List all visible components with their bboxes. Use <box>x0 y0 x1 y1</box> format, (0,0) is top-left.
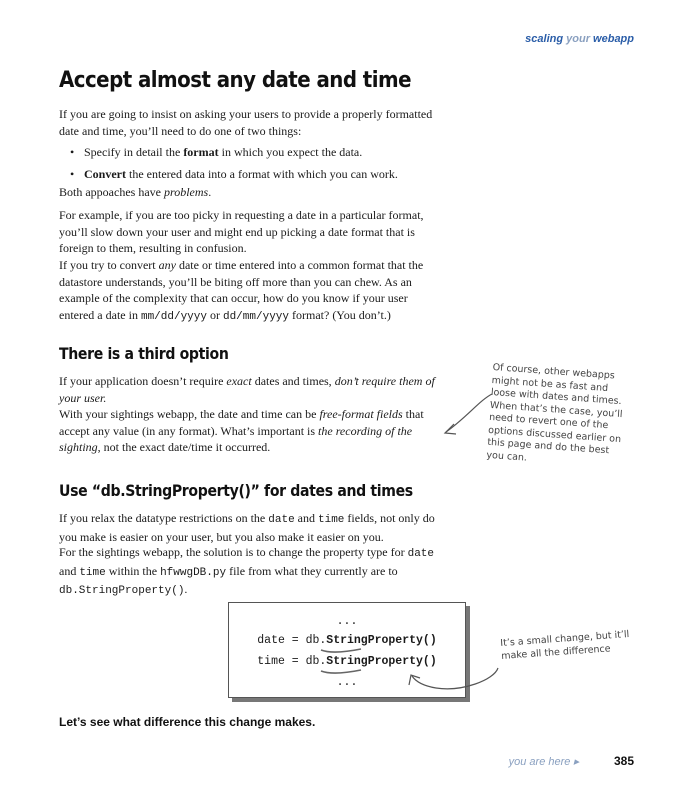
convert-paragraph: If you try to convert any date or time entered into a common format that the datastore understands, you’ll be biting off more than you can chew. As an example of the complexity that can occur, how do you know if your user entered a date in mm/dd/yyyy or dd/mm/yyyy format? (You don’t.) <box>59 258 424 323</box>
page-title: Accept almost any date and time <box>59 68 411 93</box>
page-number: 385 <box>613 754 634 768</box>
small-change-arrow-icon <box>402 658 502 698</box>
closing-line: Let’s see what difference this change makes. <box>59 715 316 729</box>
picky-paragraph: For example, if you are too picky in requesting a date in a particular format, you’ll slow down your user and might end up picking a date format that is foreign to them, resulting in confusion. <box>59 208 424 255</box>
intro-paragraph: If you are going to insist on asking your users to provide a properly formatted date and time, you’ll need to do one of two things: <box>59 107 433 138</box>
code-ellipsis-bottom: ... <box>336 676 358 689</box>
list-item: • Specify in detail the format in which you expect the data. <box>70 144 430 160</box>
code-ellipsis-top: ... <box>336 615 358 628</box>
third-option-paragraph: If your application doesn’t require exact dates and times, don’t require them of your user. <box>59 374 435 405</box>
code-line-time: time = db.StringProperty() <box>257 655 437 668</box>
header-word-your: your <box>566 33 590 45</box>
relax-paragraph: If you relax the datatype restrictions on the date and time fields, not only do you make is easier on your user, but you also make it easier on you. <box>59 511 435 544</box>
section-heading-third-option: There is a third option <box>59 344 229 363</box>
footer-you-are-here: you are here ▸ <box>508 756 579 768</box>
sightings-paragraph: With your sightings webapp, the date and time can be free-format fields that accept any value (in any format). What’s important is the recording of the sighting, not the exact date/time it occurred. <box>59 407 424 454</box>
header-word-scaling: scaling <box>525 33 564 45</box>
options-list <box>70 144 430 188</box>
running-header <box>525 33 634 45</box>
margin-note-small-change: It’s a small change, but it’ll make all the difference <box>500 628 630 662</box>
section-heading-stringproperty: Use “db.StringProperty()” for dates and times <box>59 481 413 500</box>
header-word-webapp: webapp <box>593 33 634 45</box>
triangle-right-icon: ▸ <box>573 756 579 768</box>
list-item: • Convert the entered data into a format with which you can work. <box>70 166 430 182</box>
problems-paragraph: Both appoaches have problems. <box>59 185 212 199</box>
note-arrow-icon <box>440 388 500 443</box>
code-line-date: date = db.StringProperty() <box>257 634 437 647</box>
margin-note-other-webapps: Of course, other webapps might not be as fast and loose with dates and times. When that’s the case, you’ll need to revert one of the options discussed earlier on this page and do the best you can. <box>486 362 623 464</box>
solution-paragraph: For the sightings webapp, the solution is to change the property type for date and time within the hfwwgDB.py file from what they currently are to db.StringProperty(). <box>59 545 435 597</box>
